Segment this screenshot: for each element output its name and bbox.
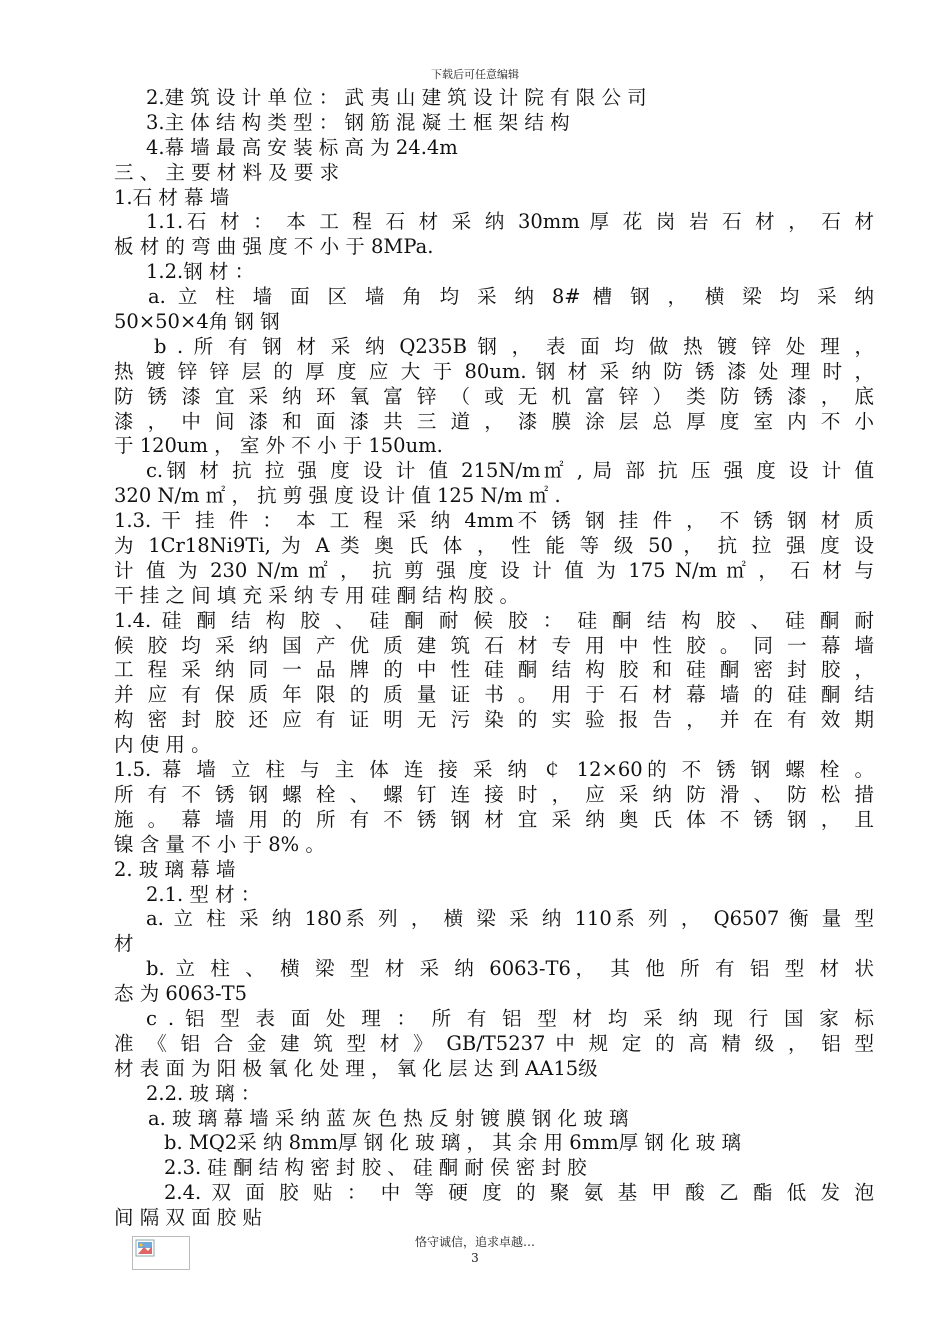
text-line: 构 密 封 胶 还 应 有 证 明 无 污 染 的 实 验 报 告 ， 并 在 有 效 期 — [114, 708, 874, 732]
text-line: 2.建 筑 设 计 单 位 ： 武 夷 山 建 筑 设 计 院 有 限 公 司 — [146, 86, 647, 109]
text-line: 1.4. 硅 酮 结 构 胶 、 硅 酮 耐 候 胶 ： 硅 酮 结 构 胶 、 硅 酮 耐 — [114, 608, 874, 632]
text-line: 50×50×4角 钢 钢 — [114, 310, 280, 334]
text-line: 320 N/m ㎡ ， 抗 剪 强 度 设 计 值 125 N/m ㎡ . — [114, 484, 561, 508]
text-line: c . 铝 型 表 面 处 理 ： 所 有 铝 型 材 均 采 纳 现 行 国 家 标 — [146, 1006, 874, 1030]
text-line: 2.1. 型 材 ： — [146, 882, 261, 906]
text-line: b. MQ2采 纳 8mm厚 钢 化 玻 璃 ， 其 余 用 6mm厚 钢 化 玻 璃 — [164, 1131, 741, 1155]
text-line: 2.4. 双 面 胶 贴 ： 中 等 硬 度 的 聚 氨 基 甲 酸 乙 酯 低 发 泡 — [164, 1181, 874, 1205]
page-header: 下载后可任意编辑 — [431, 68, 519, 81]
text-line: c.钢 材 抗 拉 强 度 设 计 值 215N/m㎡ , 局 部 抗 压 强 度 设 计 值 — [146, 459, 874, 483]
text-line: 3.主 体 结 构 类 型 ： 钢 筋 混 凝 土 框 架 结 构 — [146, 110, 570, 134]
text-line: 工 程 采 纳 同 一 品 牌 的 中 性 硅 酮 结 构 胶 和 硅 酮 密 封 胶 ， — [114, 658, 874, 682]
text-line: b. 立 柱 、 横 梁 型 材 采 纳 6063-T6， 其 他 所 有 铝 型 材 状 — [146, 957, 874, 981]
text-line: 于 120um ， 室 外 不 小 于 150um. — [114, 434, 443, 458]
text-line: 为 1Cr18Ni9Ti, 为 A 类 奥 氏 体 ， 性 能 等 级 50 ， 抗 拉 强 度 设 — [114, 534, 874, 558]
text-line: 候 胶 均 采 纳 国 产 优 质 建 筑 石 材 专 用 中 性 胶 。 同 一 幕 墙 — [114, 633, 874, 657]
text-line: 内 使 用 。 — [114, 733, 211, 757]
text-line: 4.幕 墙 最 高 安 装 标 高 为 24.4m — [146, 135, 458, 159]
text-line: 漆 ， 中 间 漆 和 面 漆 共 三 道 ， 漆 膜 涂 层 总 厚 度 室 内 不 小 — [114, 409, 874, 433]
page-number: 3 — [471, 1251, 479, 1265]
text-line: 并 应 有 保 质 年 限 的 质 量 证 书 。 用 于 石 材 幕 墙 的 硅 酮 结 — [114, 683, 874, 707]
text-line: 热 镀 锌 锌 层 的 厚 度 应 大 于 80um. 钢 材 采 纳 防 锈 漆 处 理 时 ， — [114, 359, 874, 383]
text-line: 计 值 为 230 N/m ㎡ ， 抗 剪 强 度 设 计 值 为 175 N/m ㎡ ， 石 材 与 — [114, 558, 874, 582]
text-line: 1.1.石 材 ： 本 工 程 石 材 采 纳 30mm 厚 花 岗 岩 石 材 ， 石 材 — [146, 210, 874, 234]
text-line: 材 — [114, 932, 134, 956]
document-body — [114, 86, 874, 1231]
text-line: a. 玻 璃 幕 墙 采 纳 蓝 灰 色 热 反 射 镀 膜 钢 化 玻 璃 — [148, 1106, 629, 1130]
text-line: 材 表 面 为 阳 极 氧 化 处 理 ， 氧 化 层 达 到 AA15级 — [114, 1056, 598, 1080]
page-footer — [0, 1234, 950, 1266]
text-line: 1.3. 干 挂 件 ： 本 工 程 采 纳 4mm不 锈 钢 挂 件 ， 不 锈 钢 材 质 — [114, 509, 874, 533]
text-line: 准 《 铝 合 金 建 筑 型 材 》 GB/T5237 中 规 定 的 高 精 级 ， 铝 型 — [114, 1031, 874, 1055]
text-line: b . 所 有 钢 材 采 纳 Q235B 钢 ， 表 面 均 做 热 镀 锌 处 理 ， — [154, 334, 874, 358]
text-line: a. 立 柱 墙 面 区 墙 角 均 采 纳 8# 槽 钢 ， 横 梁 均 采 纳 — [148, 285, 874, 309]
section-heading: 三 、 主 要 材 料 及 要 求 — [114, 160, 340, 184]
text-line: 2.2. 玻 璃 ： — [146, 1081, 261, 1105]
text-line: 2.3. 硅 酮 结 构 密 封 胶 、 硅 酮 耐 侯 密 封 胶 — [164, 1156, 587, 1180]
text-line: 1.2.钢 材 ： — [146, 260, 255, 284]
text-line: 板 材 的 弯 曲 强 度 不 小 于 8MPa. — [114, 235, 434, 259]
text-line: 态 为 6063-T5 — [114, 982, 248, 1006]
text-line: 1.5. 幕 墙 立 柱 与 主 体 连 接 采 纳 ￠ 12×60的 不 锈 钢 螺 栓 。 — [114, 758, 874, 782]
text-line: 所 有 不 锈 钢 螺 栓 、 螺 钉 连 接 时 ， 应 采 纳 防 滑 、 防 松 措 — [114, 782, 874, 806]
text-line: a. 立 柱 采 纳 180系 列 ， 横 梁 采 纳 110系 列 ， Q6507 衡 量 型 — [146, 907, 874, 931]
text-line: 防 锈 漆 宜 采 纳 环 氧 富 锌 （ 或 无 机 富 锌 ） 类 防 锈 漆 ， 底 — [114, 384, 874, 408]
footer-motto: 恪守诚信，追求卓越… — [414, 1235, 535, 1249]
text-line: 施 。 幕 墙 用 的 所 有 不 锈 钢 材 宜 采 纳 奥 氏 体 不 锈 钢 ， 且 — [114, 807, 874, 831]
text-line: 干 挂 之 间 填 充 采 纳 专 用 硅 酮 结 构 胶 。 — [114, 583, 519, 607]
subsection-heading: 2. 玻 璃 幕 墙 — [114, 857, 236, 881]
text-line: 镍 含 量 不 小 于 8% 。 — [114, 832, 325, 856]
text-line: 间 隔 双 面 胶 贴 — [114, 1206, 262, 1230]
subsection-heading: 1.石 材 幕 墙 — [114, 185, 230, 209]
